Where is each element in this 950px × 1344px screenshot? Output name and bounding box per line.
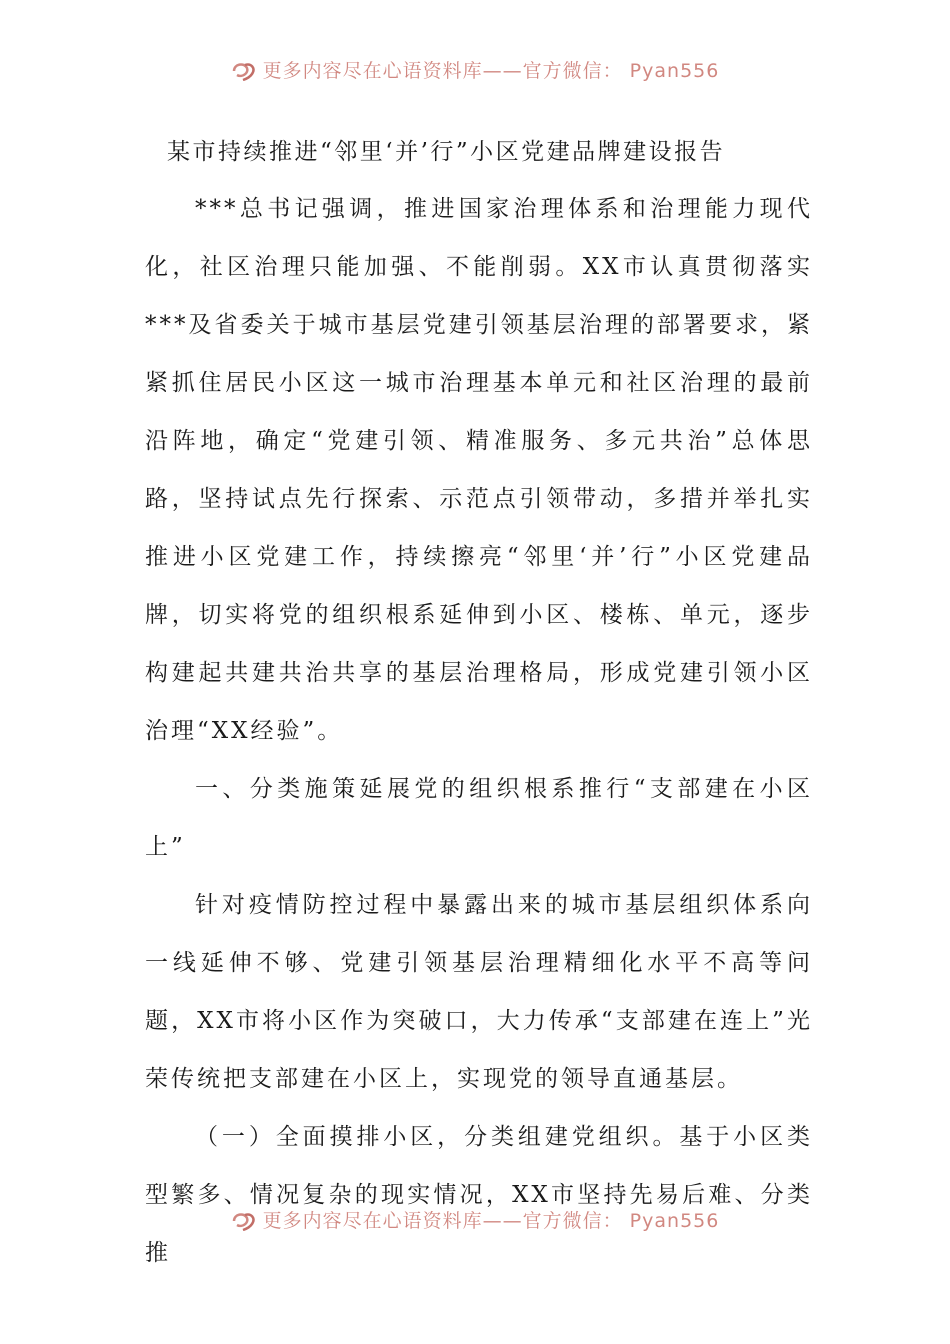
logo-icon bbox=[231, 59, 257, 81]
subsection-heading-1: （一）全面摸排小区，分类组建党组织。基于小区类型繁多、情况复杂的现实情况，XX市坚持先易后难、分类推 bbox=[145, 1124, 813, 1266]
logo-icon bbox=[231, 1209, 257, 1231]
watermark-text: 更多内容尽在心语资料库——官方微信： Pyan556 bbox=[262, 1210, 720, 1232]
paragraph-intro: ***总书记强调，推进国家治理体系和治理能力现代化，社区治理只能加强、不能削弱。XX市认真贯彻落实***及省委关于城市基层党建引领基层治理的部署要求，紧紧抓住居民小区这一城市治理基本单元和社区治理的最前沿阵地，确定“党建引领、精准服务、多元共治”总体思路，坚持试点先行探索、示范点引领带动，多措并举扎实推进小区党建工作，持续擦亮“邻里‘并’行”小区党建品牌，切实将党的组织根系延伸到小区、楼栋、单元，逐步构建起共建共治共享的基层治理格局，形成党建引领小区治理“XX经验”。 bbox=[145, 196, 813, 744]
watermark-bottom bbox=[0, 1206, 950, 1233]
watermark-top bbox=[0, 56, 950, 83]
document-title: 某市持续推进“邻里‘并’行”小区党建品牌建设报告 bbox=[167, 139, 726, 165]
watermark-text: 更多内容尽在心语资料库——官方微信： Pyan556 bbox=[262, 60, 720, 82]
document-body bbox=[145, 124, 813, 1282]
paragraph-section-1: 针对疫情防控过程中暴露出来的城市基层组织体系向一线延伸不够、党建引领基层治理精细化水平不高等问题，XX市将小区作为突破口，大力传承“支部建在连上”光荣传统把支部建在小区上，实现党的领导直通基层。 bbox=[145, 892, 813, 1092]
section-heading-1: 一、分类施策延展党的组织根系推行“支部建在小区上” bbox=[145, 776, 813, 860]
